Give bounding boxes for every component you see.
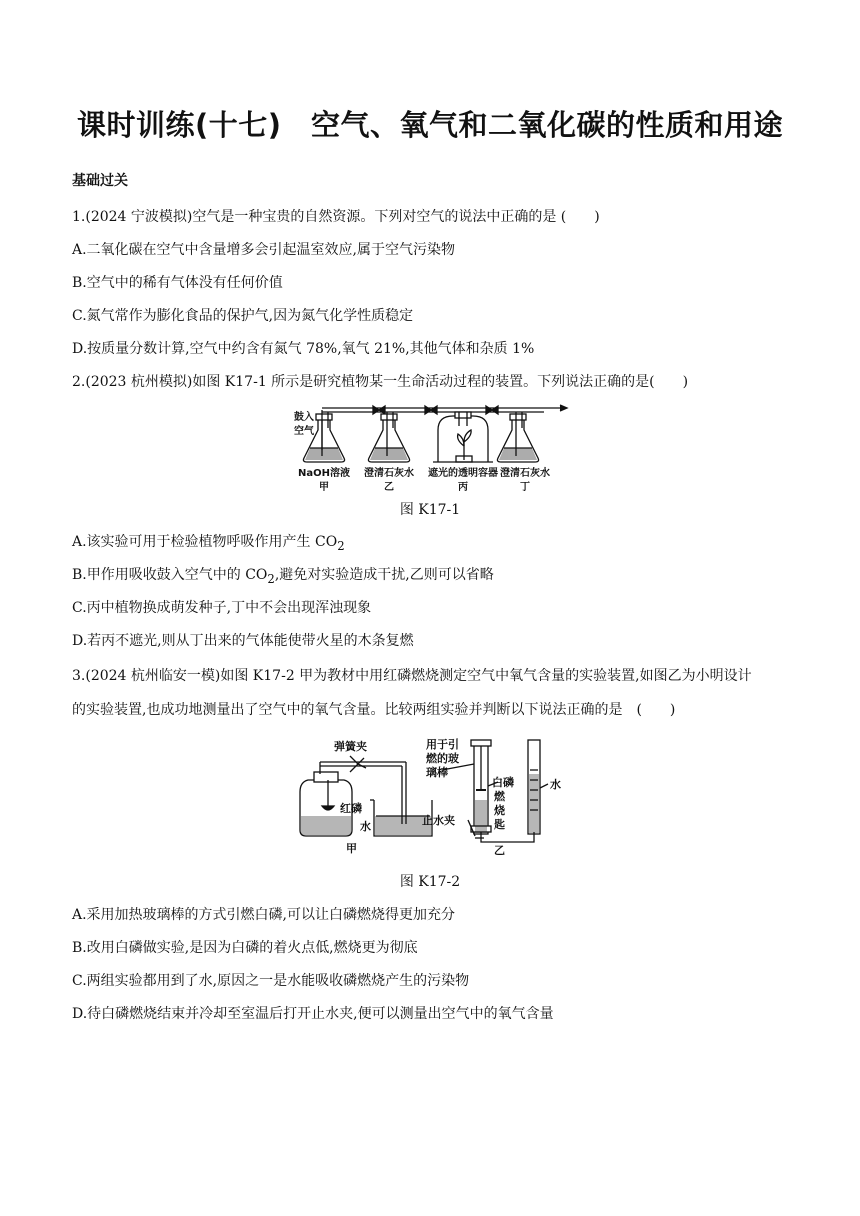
- q3-stem-line1: 3.(2024 杭州临安一模)如图 K17-2 甲为教材中用红磷燃烧测定空气中氧气含量的实验装置,如图乙为小明设计: [72, 668, 752, 684]
- q2-option-a: A.该实验可用于检验植物呼吸作用产生 $CO_2$: [72, 534, 345, 553]
- label-spoon-3: 匙: [494, 818, 505, 831]
- section-heading: 基础过关: [72, 173, 128, 189]
- q3-option-a: A.采用加热玻璃棒的方式引燃白磷,可以让白磷燃烧得更加充分: [72, 907, 456, 923]
- label-glass-rod-1: 用于引: [426, 738, 459, 751]
- q2-stem: 2.(2023 杭州模拟)如图 K17-1 所示是研究植物某一生命活动过程的装置。下列说法正确的是( ): [72, 374, 689, 390]
- q3-option-c: C.两组实验都用到了水,原因之一是水能吸收磷燃烧产生的污染物: [72, 973, 470, 989]
- vessel-jia-name: 甲: [319, 482, 329, 493]
- label-red-phosphorus: 红磷: [340, 802, 362, 815]
- label-water-yi: 水: [550, 778, 561, 791]
- label-yi: 乙: [494, 844, 505, 857]
- figure-k17-2-caption: 图 K17-2: [399, 874, 461, 890]
- inlet-label-1: 鼓入: [294, 412, 314, 423]
- vessel-jia-content: NaOH溶液: [298, 468, 350, 479]
- q3-option-b: B.改用白磷做实验,是因为白磷的着火点低,燃烧更为彻底: [72, 940, 418, 956]
- q2-option-c: C.丙中植物换成萌发种子,丁中不会出现浑浊现象: [72, 600, 372, 616]
- label-spoon-2: 烧: [494, 804, 505, 817]
- label-stopcock: 止水夹: [422, 814, 455, 827]
- label-jia: 甲: [346, 842, 357, 855]
- label-white-phosphorus: 白磷: [492, 776, 514, 789]
- vessel-bing-content: 遮光的透明容器: [428, 468, 498, 479]
- q1-option-c: C.氮气常作为膨化食品的保护气,因为氮气化学性质稳定: [72, 308, 414, 324]
- q3-stem-line2: 的实验装置,也成功地测量出了空气中的氧气含量。比较两组实验并判断以下说法正确的是 ( ): [72, 702, 676, 718]
- vessel-ding-content: 澄清石灰水: [500, 468, 550, 479]
- label-water-jia: 水: [360, 820, 371, 833]
- vessel-yi-name: 乙: [384, 482, 394, 493]
- label-glass-rod-2: 燃的玻: [426, 752, 459, 765]
- vessel-bing-name: 丙: [458, 482, 468, 493]
- q1-option-d: D.按质量分数计算,空气中约含有氮气 78%,氧气 21%,其他气体和杂质 1%: [72, 341, 535, 357]
- q3-option-d: D.待白磷燃烧结束并冷却至室温后打开止水夹,便可以测量出空气中的氧气含量: [72, 1006, 554, 1022]
- label-spoon-1: 燃: [494, 790, 505, 803]
- figure-k17-2: [288, 730, 578, 860]
- q1-option-b: B.空气中的稀有气体没有任何价值: [72, 275, 283, 291]
- page-title: 课时训练(十七) 空气、氧气和二氧化碳的性质和用途: [76, 108, 783, 142]
- label-spring-clamp: 弹簧夹: [334, 740, 367, 753]
- q1-stem: 1.(2024 宁波模拟)空气是一种宝贵的自然资源。下列对空气的说法中正确的是 ( ): [72, 209, 600, 225]
- q1-option-a: A.二氧化碳在空气中含量增多会引起温室效应,属于空气污染物: [72, 242, 456, 258]
- figure-k17-1-caption: 图 K17-1: [399, 502, 461, 518]
- q2-option-b: B.甲作用吸收鼓入空气中的 $CO_2$,避免对实验造成干扰,乙则可以省略: [72, 567, 494, 586]
- vessel-ding-name: 丁: [520, 482, 530, 493]
- vessel-yi-content: 澄清石灰水: [364, 468, 414, 479]
- label-glass-rod-3: 璃棒: [426, 766, 448, 779]
- figure-k17-1: [288, 400, 570, 494]
- q2-option-d: D.若丙不遮光,则从丁出来的气体能使带火星的木条复燃: [72, 633, 414, 649]
- inlet-label-2: 空气: [294, 426, 314, 437]
